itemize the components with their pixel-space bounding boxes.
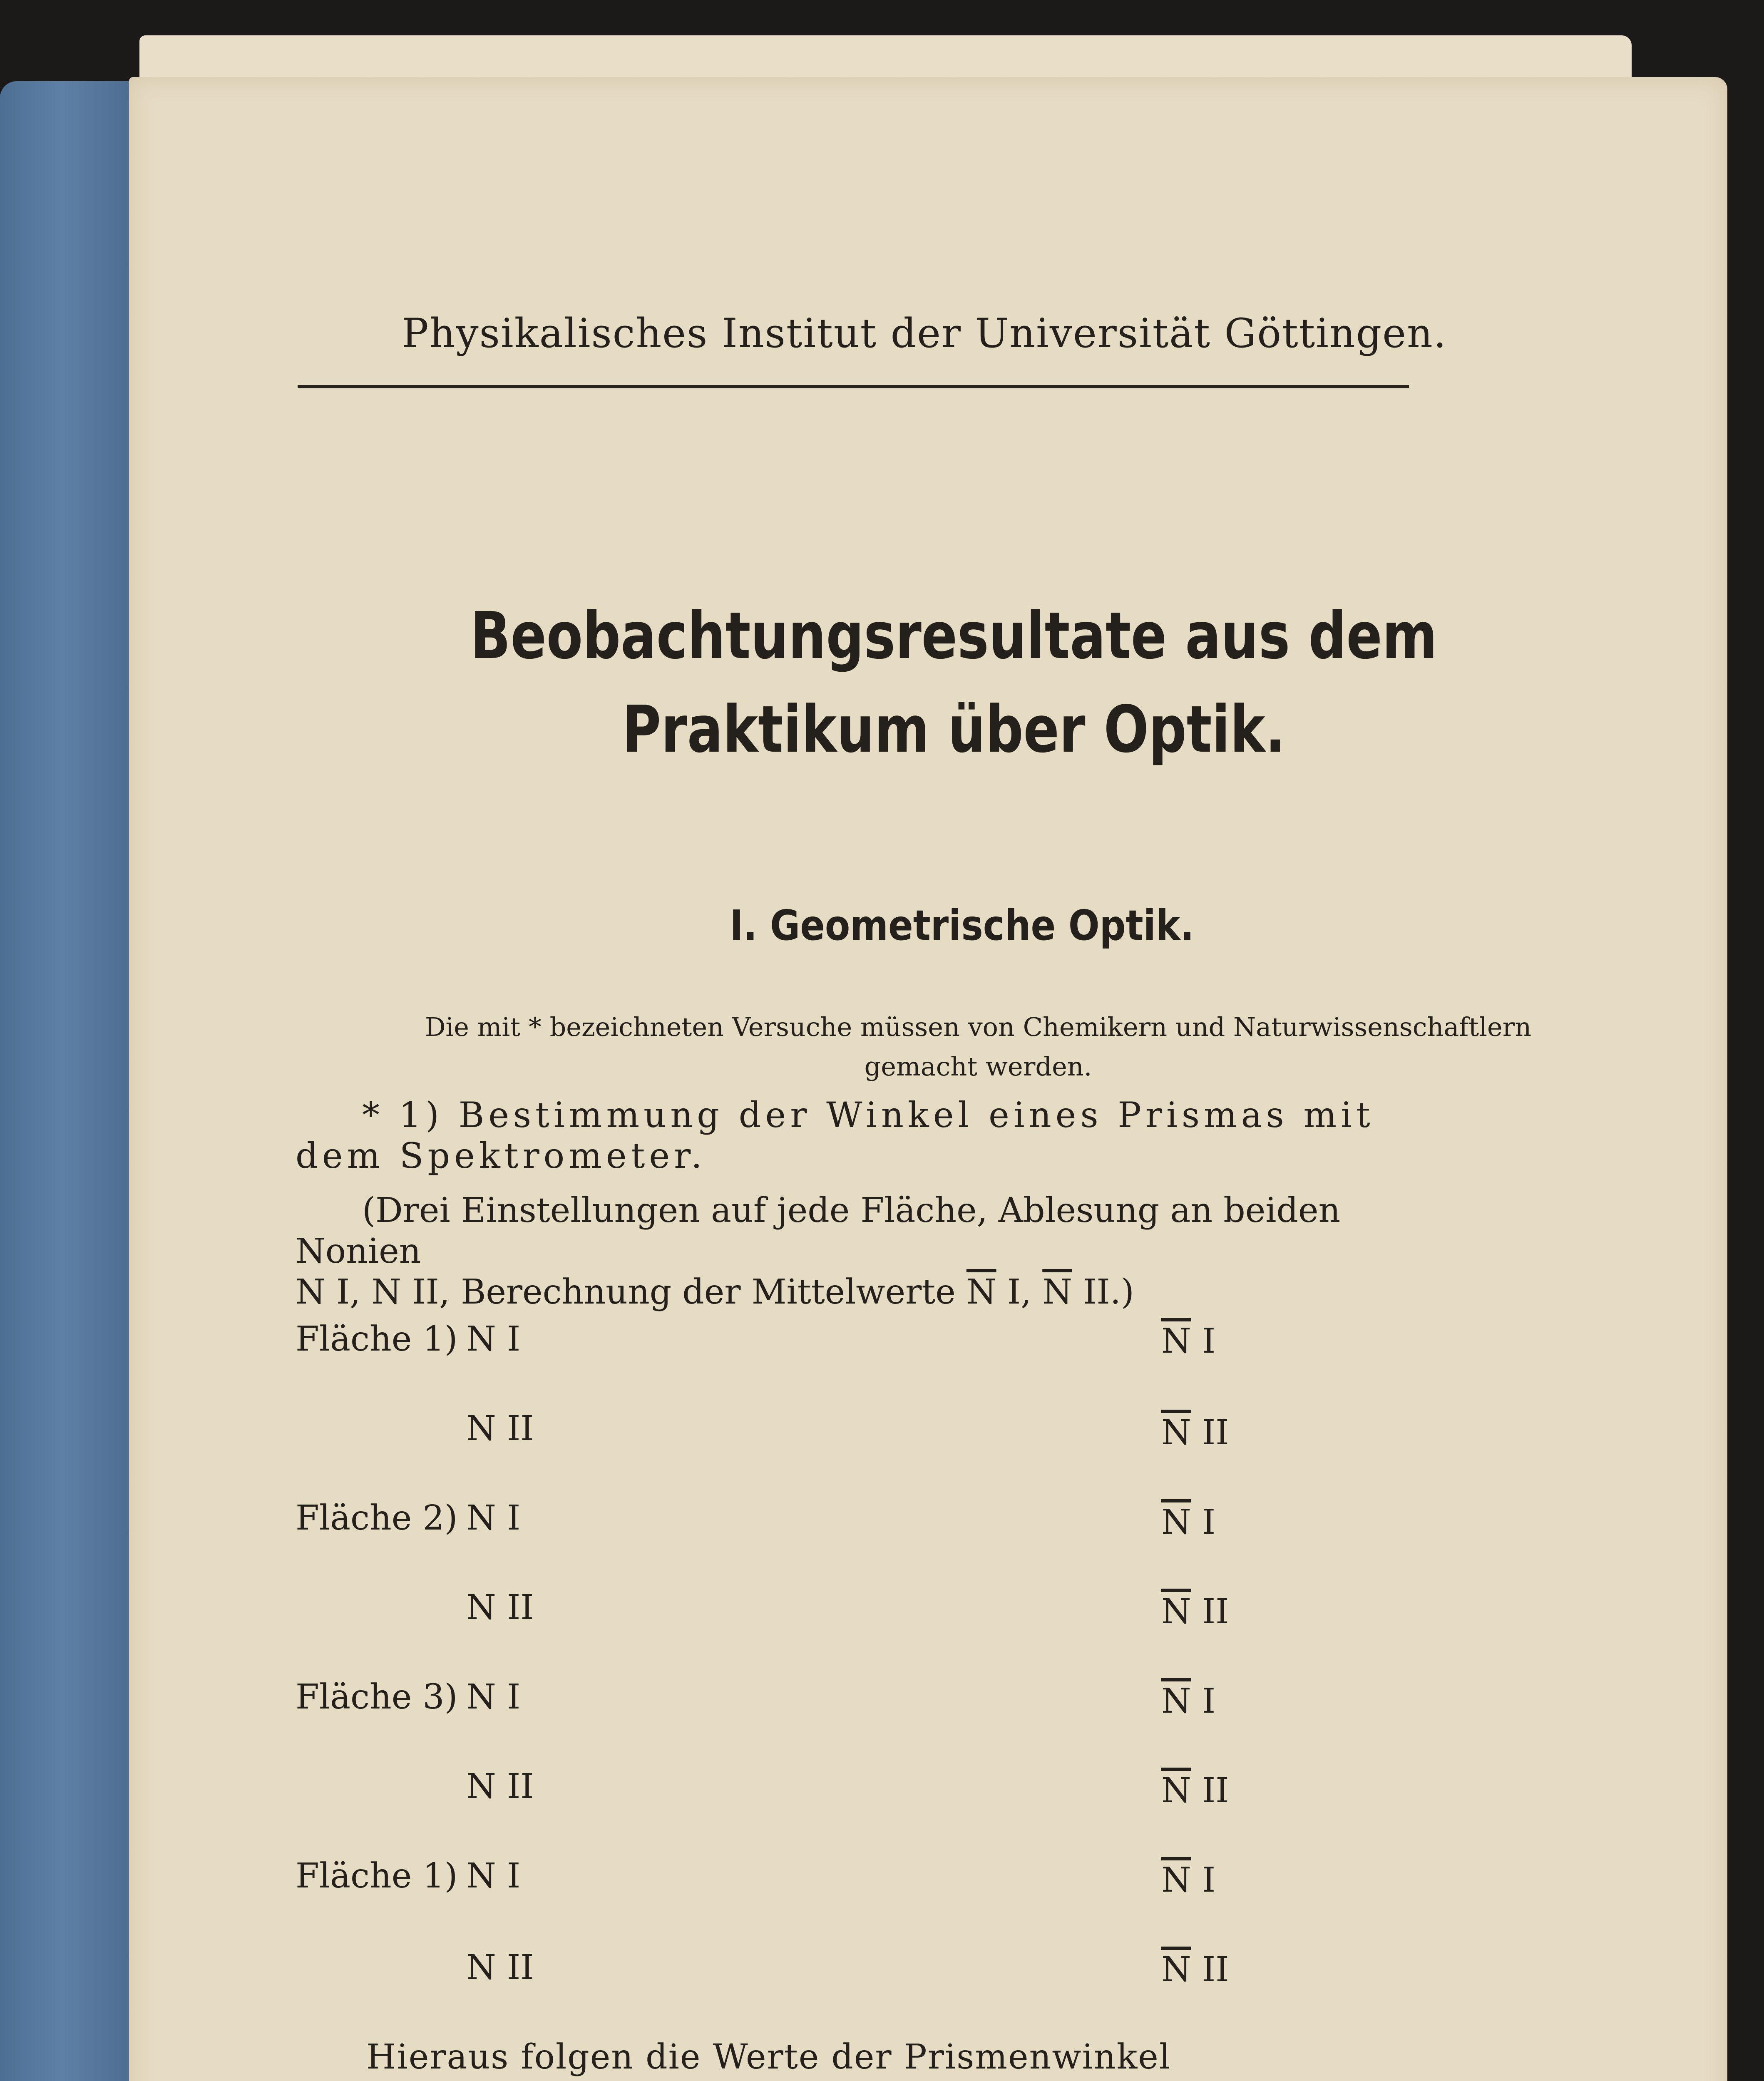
task-1-description [296,1190,1419,1313]
nonius-1: N I [466,1677,521,1717]
mean-nonius-1 [1161,1502,1215,1542]
mean-n-symbol: $\overline{N}$ [1042,1272,1072,1312]
desc-line-2-text: N I, N II, Berechnung der Mittelwerte [296,1272,966,1312]
measurement-label: Fläche 3) [296,1677,458,1717]
mean-ii: II [1191,1950,1229,1989]
mean-ii: II [1191,1592,1229,1632]
task-1-desc-line-1: (Drei Einstellungen auf jede Fläche, Ablesung an beiden Nonien [296,1191,1341,1271]
section-heading: I. Geometrische Optik. [730,901,1194,950]
measurement-label: Fläche 1) [296,1856,458,1896]
page-title [396,589,1512,776]
nonius-2: N II [466,1767,534,1806]
mean-nonius-1 [1161,1860,1215,1900]
mean-nonius-2 [1161,1592,1229,1632]
desc-ii: II.) [1072,1272,1134,1312]
desc-i: I, [996,1272,1043,1312]
task-1-desc-line-2 [296,1272,1134,1312]
mean-nonius-1 [1161,1681,1215,1721]
task-1-line-1: * 1) Bestimmung der Winkel eines Prismas mit [362,1095,1374,1135]
nonius-2: N II [466,1948,534,1987]
mean-n-symbol: $\overline{N}$ [966,1272,996,1312]
nonius-2: N II [466,1409,534,1448]
mean-n: $\overline{N}$ [1161,1592,1191,1632]
mean-nonius-2 [1161,1413,1229,1453]
mean-ii: II [1191,1771,1229,1810]
note-line-2: gemacht werden. [864,1051,1092,1082]
title-line-2: Praktikum über Optik. [622,692,1285,767]
mean-nonius-1 [1161,1321,1215,1361]
results-heading: Hieraus folgen die Werte der Prismenwinkel [366,2037,1171,2077]
title-line-1: Beobachtungsresultate aus dem [470,598,1438,673]
task-1-line-2: dem Spektrometer. [296,1135,706,1176]
measurement-label: Fläche 1) [296,1319,458,1359]
mean-n: $\overline{N}$ [1161,1413,1191,1453]
mean-n: $\overline{N}$ [1161,1771,1191,1810]
note-line-1: Die mit * bezeichneten Versuche müssen von Chemikern und Naturwissenschaftlern [425,1012,1532,1042]
header-rule [298,385,1409,388]
mean-n: $\overline{N}$ [1161,1950,1191,1989]
mean-n: $\overline{N}$ [1161,1502,1191,1542]
mean-nonius-2 [1161,1950,1229,1989]
nonius-1: N I [466,1498,521,1538]
mean-nonius-2 [1161,1771,1229,1810]
measurement-label: Fläche 2) [296,1498,458,1538]
mean-i: I [1191,1860,1216,1900]
mean-i: I [1191,1321,1216,1361]
nonius-1: N I [466,1856,521,1896]
mean-i: I [1191,1502,1216,1542]
institute-header: Physikalisches Institut der Universität Göttingen. [402,310,1447,357]
nonius-1: N I [466,1319,521,1359]
mean-n: $\overline{N}$ [1161,1681,1191,1721]
mean-ii: II [1191,1413,1229,1453]
mean-n: $\overline{N}$ [1161,1860,1191,1900]
task-1-title [296,1095,1419,1176]
document-page [129,77,1727,2081]
mean-i: I [1191,1681,1216,1721]
nonius-2: N II [466,1588,534,1627]
book-cover [0,81,137,2081]
section-note [298,1007,1659,1086]
mean-n: $\overline{N}$ [1161,1321,1191,1361]
